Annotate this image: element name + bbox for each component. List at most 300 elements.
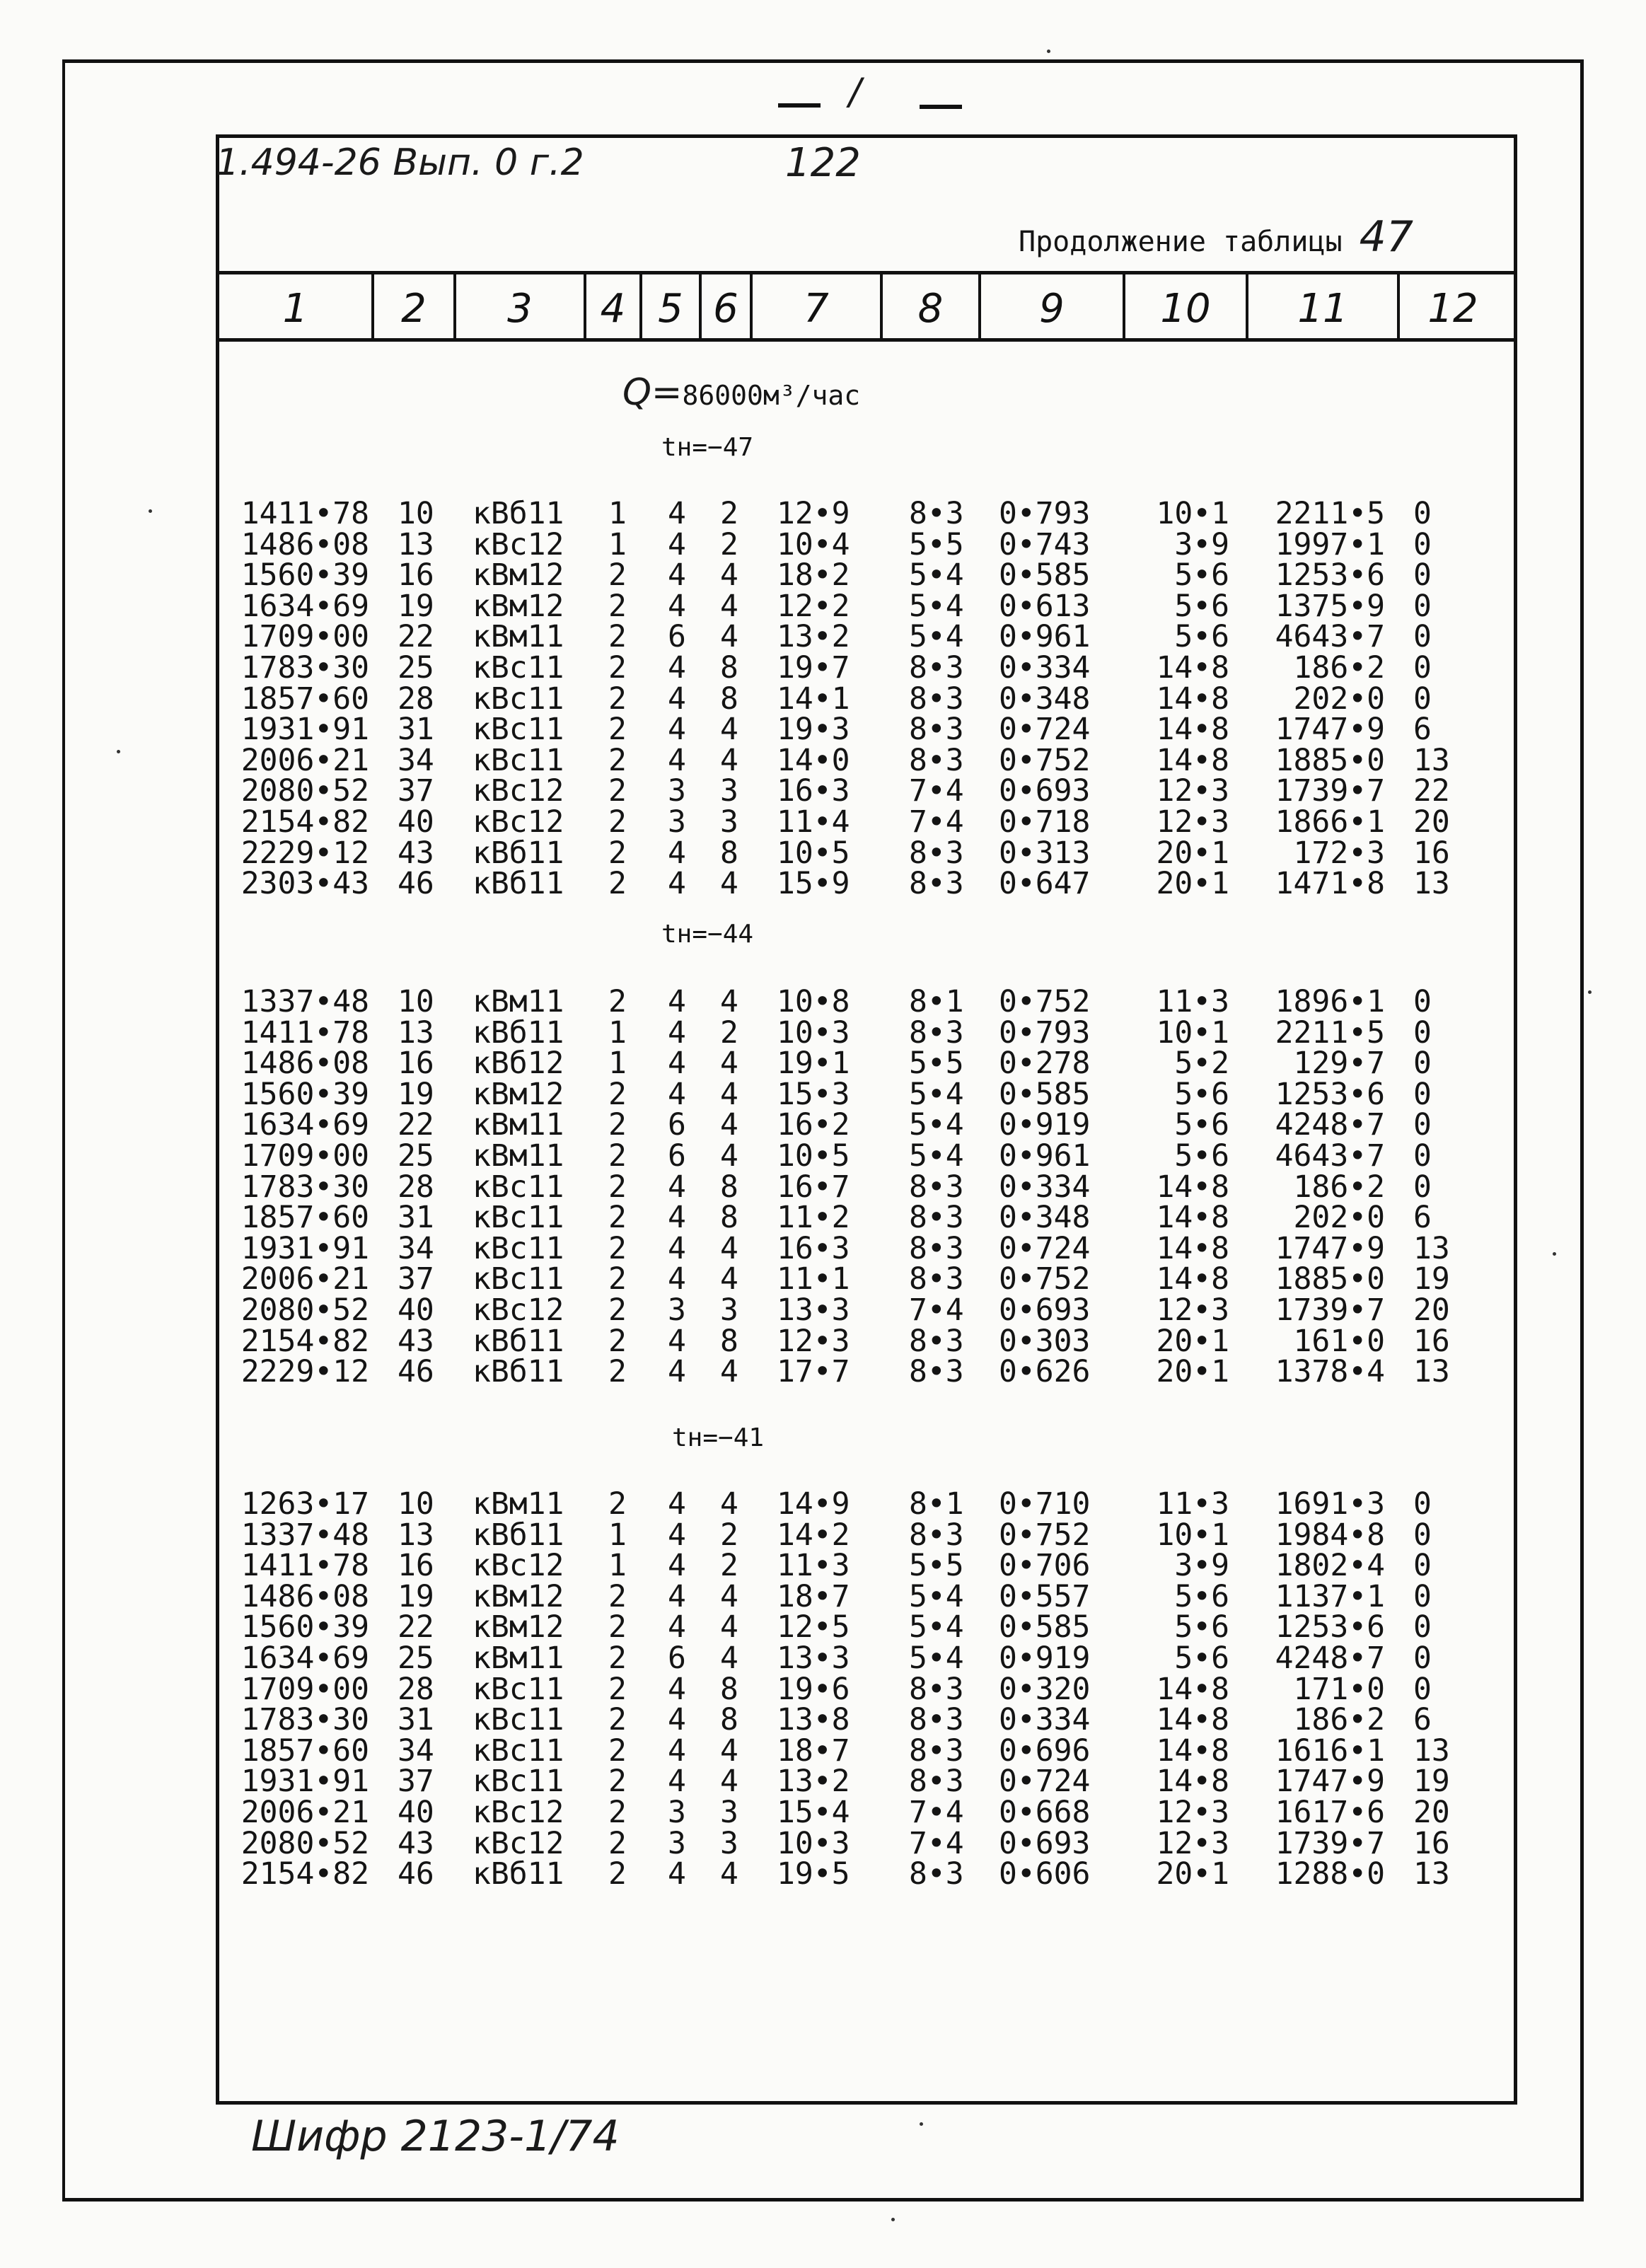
table-cell-col8: 8•3 — [909, 835, 964, 871]
table-cell-col4: 1 — [608, 1014, 627, 1051]
table-cell-col2: 34 — [398, 742, 434, 778]
table-cell-col11: 186•2 — [1293, 1702, 1385, 1738]
table-cell-col12: 6 — [1413, 1702, 1432, 1738]
table-cell-col10: 12•3 — [1156, 773, 1229, 809]
table-cell-col2: 40 — [398, 1292, 434, 1328]
table-cell-col6: 3 — [720, 1825, 738, 1861]
table-cell-col12: 0 — [1413, 1486, 1432, 1522]
table-row — [0, 1548, 1646, 1584]
table-cell-col10: 5•6 — [1174, 1609, 1229, 1645]
table-cell-col1: 1411•78 — [240, 1014, 369, 1051]
table-cell-col11: 1885•0 — [1275, 742, 1385, 778]
column-header-2: 2 — [401, 285, 427, 332]
table-cell-col7: 15•9 — [777, 866, 850, 902]
table-cell-col6: 8 — [720, 1200, 738, 1236]
table-cell-col4: 2 — [608, 866, 627, 902]
table-cell-col1: 1411•78 — [240, 1548, 369, 1584]
table-cell-col8: 5•4 — [909, 1578, 964, 1614]
table-cell-col2: 37 — [398, 1261, 434, 1297]
table-cell-col9: 0•693 — [999, 773, 1091, 809]
table-cell-col12: 0 — [1413, 1641, 1432, 1676]
table-cell-col12: 0 — [1413, 1014, 1432, 1051]
table-cell-col11: 186•2 — [1293, 1169, 1385, 1205]
table-cell-col3: кВб11 — [473, 496, 564, 531]
table-row — [0, 1856, 1646, 1892]
table-cell-col1: 1857•60 — [240, 1200, 369, 1236]
table-cell-col11: 1896•1 — [1275, 984, 1385, 1019]
table-cell-col7: 12•3 — [777, 1323, 850, 1359]
flow-rate-heading — [622, 371, 860, 414]
table-row — [0, 1076, 1646, 1112]
table-row — [0, 1764, 1646, 1800]
table-cell-col1: 1857•60 — [240, 681, 369, 717]
table-cell-col4: 2 — [608, 557, 627, 594]
table-cell-col9: 0•320 — [999, 1671, 1091, 1707]
table-cell-col10: 5•6 — [1174, 1076, 1229, 1112]
table-cell-col4: 2 — [608, 588, 627, 624]
table-cell-col11: 1375•9 — [1275, 588, 1385, 624]
scan-speck — [1553, 1252, 1556, 1256]
table-cell-col11: 1885•0 — [1275, 1261, 1385, 1297]
table-cell-col5: 4 — [668, 835, 686, 871]
table-cell-col1: 1634•69 — [240, 1641, 369, 1676]
table-cell-col7: 14•9 — [777, 1486, 850, 1522]
table-cell-col9: 0•752 — [999, 742, 1091, 778]
table-cell-col12: 0 — [1413, 1671, 1432, 1707]
table-cell-col8: 5•4 — [909, 1107, 964, 1143]
table-cell-col2: 13 — [398, 526, 434, 562]
table-cell-col5: 4 — [668, 650, 686, 685]
table-cell-col3: кВс12 — [473, 1825, 564, 1861]
table-cell-col3: кВм11 — [473, 1138, 564, 1174]
table-cell-col6: 4 — [720, 1486, 738, 1522]
table-cell-col8: 5•4 — [909, 1641, 964, 1676]
table-cell-col11: 1378•4 — [1275, 1354, 1385, 1390]
table-row — [0, 1825, 1646, 1861]
table-cell-col9: 0•693 — [999, 1825, 1091, 1861]
table-cell-col12: 20 — [1413, 1795, 1450, 1830]
table-cell-col1: 2080•52 — [240, 1825, 369, 1861]
table-cell-col8: 5•4 — [909, 588, 964, 624]
table-cell-col1: 1709•00 — [240, 619, 369, 655]
table-cell-col12: 13 — [1413, 1856, 1450, 1892]
table-cell-col12: 0 — [1413, 1107, 1432, 1143]
table-cell-col3: кВс11 — [473, 712, 564, 748]
table-cell-col4: 2 — [608, 619, 627, 655]
table-cell-col3: кВс12 — [473, 1548, 564, 1584]
table-cell-col1: 1931•91 — [240, 712, 369, 748]
table-cell-col6: 4 — [720, 1609, 738, 1645]
table-cell-col10: 14•8 — [1156, 1764, 1229, 1800]
table-cell-col12: 20 — [1413, 804, 1450, 840]
table-cell-col5: 4 — [668, 1702, 686, 1738]
table-row — [0, 835, 1646, 871]
table-cell-col4: 2 — [608, 984, 627, 1019]
table-cell-col5: 4 — [668, 1486, 686, 1522]
table-cell-col12: 19 — [1413, 1261, 1450, 1297]
table-cell-col11: 1802•4 — [1275, 1548, 1385, 1584]
table-cell-col6: 3 — [720, 1795, 738, 1830]
table-row — [0, 773, 1646, 809]
table-cell-col2: 31 — [398, 712, 434, 748]
table-cell-col4: 2 — [608, 1702, 627, 1738]
table-cell-col1: 1783•30 — [240, 1702, 369, 1738]
table-cell-col5: 4 — [668, 1548, 686, 1584]
table-cell-col10: 10•1 — [1156, 1517, 1229, 1553]
table-cell-col5: 4 — [668, 1764, 686, 1800]
table-cell-col5: 4 — [668, 1609, 686, 1645]
table-cell-col4: 1 — [608, 1517, 627, 1553]
table-cell-col9: 0•919 — [999, 1641, 1091, 1676]
table-cell-col7: 13•3 — [777, 1641, 850, 1676]
table-cell-col9: 0•606 — [999, 1856, 1091, 1892]
table-cell-col11: 161•0 — [1293, 1323, 1385, 1359]
table-cell-col5: 4 — [668, 526, 686, 562]
table-cell-col2: 46 — [398, 1354, 434, 1390]
table-cell-col1: 1486•08 — [240, 1046, 369, 1082]
table-cell-col12: 13 — [1413, 1230, 1450, 1266]
table-cell-col1: 1411•78 — [240, 496, 369, 531]
table-cell-col10: 5•6 — [1174, 1578, 1229, 1614]
table-cell-col2: 28 — [398, 1671, 434, 1707]
table-cell-col10: 12•3 — [1156, 1825, 1229, 1861]
table-cell-col7: 14•1 — [777, 681, 850, 717]
table-cell-col4: 2 — [608, 1323, 627, 1359]
table-cell-col7: 16•7 — [777, 1169, 850, 1205]
table-cell-col9: 0•710 — [999, 1486, 1091, 1522]
table-cell-col2: 40 — [398, 1795, 434, 1830]
table-cell-col6: 2 — [720, 1517, 738, 1553]
table-cell-col5: 4 — [668, 1671, 686, 1707]
table-cell-col7: 18•7 — [777, 1732, 850, 1769]
table-cell-col6: 4 — [720, 1354, 738, 1390]
table-cell-col1: 1486•08 — [240, 526, 369, 562]
table-cell-col2: 25 — [398, 650, 434, 685]
table-cell-col5: 4 — [668, 866, 686, 902]
table-cell-col11: 1253•6 — [1275, 1076, 1385, 1112]
table-cell-col1: 2154•82 — [240, 804, 369, 840]
table-cell-col11: 172•3 — [1293, 835, 1385, 871]
table-cell-col1: 1783•30 — [240, 650, 369, 685]
table-cell-col12: 0 — [1413, 650, 1432, 685]
table-cell-col8: 7•4 — [909, 1825, 964, 1861]
table-row — [0, 1732, 1646, 1769]
table-cell-col7: 10•4 — [777, 526, 850, 562]
table-cell-col8: 8•3 — [909, 1200, 964, 1236]
table-row — [0, 1014, 1646, 1051]
table-cell-col12: 0 — [1413, 1138, 1432, 1174]
table-cell-col6: 2 — [720, 526, 738, 562]
table-cell-col9: 0•626 — [999, 1354, 1091, 1390]
table-cell-col8: 8•3 — [909, 1354, 964, 1390]
table-cell-col4: 2 — [608, 1825, 627, 1861]
table-cell-col3: кВб11 — [473, 1323, 564, 1359]
table-cell-col1: 1709•00 — [240, 1138, 369, 1174]
table-cell-col9: 0•961 — [999, 619, 1091, 655]
table-cell-col5: 4 — [668, 1014, 686, 1051]
table-row — [0, 742, 1646, 778]
table-cell-col5: 6 — [668, 1641, 686, 1676]
table-cell-col8: 8•1 — [909, 984, 964, 1019]
section-heading-tn41: tн=−41 — [672, 1423, 765, 1452]
table-cell-col10: 5•6 — [1174, 588, 1229, 624]
table-row — [0, 1609, 1646, 1645]
table-cell-col11: 1616•1 — [1275, 1732, 1385, 1769]
table-cell-col4: 2 — [608, 650, 627, 685]
table-cell-col3: кВм12 — [473, 1609, 564, 1645]
table-cell-col9: 0•557 — [999, 1578, 1091, 1614]
table-cell-col6: 4 — [720, 1578, 738, 1614]
table-cell-col6: 8 — [720, 835, 738, 871]
table-cell-col1: 2229•12 — [240, 1354, 369, 1390]
table-cell-col3: кВб12 — [473, 1046, 564, 1082]
table-cell-col1: 1783•30 — [240, 1169, 369, 1205]
table-cell-col10: 14•8 — [1156, 650, 1229, 685]
table-cell-col5: 4 — [668, 1200, 686, 1236]
table-cell-col7: 13•2 — [777, 1764, 850, 1800]
table-row — [0, 1795, 1646, 1830]
table-cell-col4: 2 — [608, 804, 627, 840]
table-row — [0, 1138, 1646, 1174]
table-cell-col10: 5•6 — [1174, 1138, 1229, 1174]
table-cell-col7: 17•7 — [777, 1354, 850, 1390]
footer-cipher: Шифр 2123-1/74 — [251, 2112, 620, 2161]
table-cell-col12: 6 — [1413, 712, 1432, 748]
table-cell-col3: кВм11 — [473, 1641, 564, 1676]
table-cell-col8: 8•3 — [909, 496, 964, 531]
table-cell-col4: 2 — [608, 1732, 627, 1769]
header-bottom-line — [216, 338, 1517, 342]
table-cell-col11: 1747•9 — [1275, 1764, 1385, 1800]
scan-speck — [1588, 990, 1592, 994]
table-cell-col7: 19•3 — [777, 712, 850, 748]
table-cell-col11: 1866•1 — [1275, 804, 1385, 840]
table-cell-col9: 0•647 — [999, 866, 1091, 902]
table-cell-col2: 46 — [398, 1856, 434, 1892]
continuation-title — [1019, 212, 1413, 262]
table-cell-col9: 0•793 — [999, 1014, 1091, 1051]
table-cell-col11: 1997•1 — [1275, 526, 1385, 562]
table-cell-col9: 0•724 — [999, 712, 1091, 748]
table-cell-col5: 3 — [668, 1795, 686, 1830]
table-cell-col8: 8•3 — [909, 1230, 964, 1266]
table-cell-col6: 4 — [720, 557, 738, 594]
table-cell-col8: 7•4 — [909, 1795, 964, 1830]
table-cell-col12: 0 — [1413, 1578, 1432, 1614]
table-cell-col1: 2154•82 — [240, 1856, 369, 1892]
table-cell-col5: 3 — [668, 1825, 686, 1861]
table-cell-col2: 25 — [398, 1138, 434, 1174]
table-cell-col3: кВс11 — [473, 1764, 564, 1800]
table-cell-col6: 3 — [720, 773, 738, 809]
table-cell-col2: 43 — [398, 1323, 434, 1359]
table-cell-col1: 2006•21 — [240, 1261, 369, 1297]
table-cell-col8: 5•5 — [909, 526, 964, 562]
table-cell-col2: 10 — [398, 1486, 434, 1522]
table-cell-col9: 0•961 — [999, 1138, 1091, 1174]
table-row — [0, 1323, 1646, 1359]
table-cell-col6: 2 — [720, 1014, 738, 1051]
table-cell-col12: 13 — [1413, 1354, 1450, 1390]
table-cell-col4: 2 — [608, 1764, 627, 1800]
table-cell-col5: 3 — [668, 1292, 686, 1328]
table-cell-col8: 7•4 — [909, 804, 964, 840]
table-cell-col7: 19•5 — [777, 1856, 850, 1892]
table-cell-col12: 0 — [1413, 1169, 1432, 1205]
table-cell-col10: 12•3 — [1156, 804, 1229, 840]
table-cell-col10: 12•3 — [1156, 1292, 1229, 1328]
table-cell-col10: 10•1 — [1156, 496, 1229, 531]
table-cell-col5: 4 — [668, 1517, 686, 1553]
table-cell-col1: 1263•17 — [240, 1486, 369, 1522]
table-row — [0, 1643, 1646, 1674]
table-cell-col11: 2211•5 — [1275, 1014, 1385, 1051]
table-cell-col2: 43 — [398, 835, 434, 871]
table-cell-col12: 0 — [1413, 588, 1432, 624]
table-cell-col1: 1337•48 — [240, 984, 369, 1019]
table-cell-col9: 0•718 — [999, 804, 1091, 840]
table-cell-col1: 2006•21 — [240, 742, 369, 778]
table-cell-col11: 4248•7 — [1275, 1641, 1385, 1676]
table-cell-col4: 2 — [608, 1261, 627, 1297]
table-cell-col10: 11•3 — [1156, 1486, 1229, 1522]
table-cell-col4: 2 — [608, 1486, 627, 1522]
table-row — [0, 1107, 1646, 1143]
table-cell-col10: 14•8 — [1156, 1261, 1229, 1297]
table-cell-col9: 0•696 — [999, 1732, 1091, 1769]
table-cell-col3: кВб11 — [473, 866, 564, 902]
table-row — [0, 588, 1646, 624]
table-cell-col6: 4 — [720, 588, 738, 624]
table-row — [0, 1702, 1646, 1738]
table-cell-col5: 4 — [668, 1046, 686, 1082]
table-cell-col2: 31 — [398, 1200, 434, 1236]
table-cell-col1: 1486•08 — [240, 1578, 369, 1614]
table-cell-col10: 5•6 — [1174, 1641, 1229, 1676]
table-cell-col5: 4 — [668, 1076, 686, 1112]
table-row — [0, 619, 1646, 655]
table-cell-col6: 4 — [720, 1107, 738, 1143]
column-header-7: 7 — [804, 285, 829, 332]
table-cell-col2: 10 — [398, 984, 434, 1019]
table-cell-col2: 28 — [398, 1169, 434, 1205]
table-cell-col1: 1337•48 — [240, 1517, 369, 1553]
table-cell-col5: 4 — [668, 1323, 686, 1359]
table-cell-col11: 1471•8 — [1275, 866, 1385, 902]
header-top-line — [216, 271, 1517, 274]
table-cell-col11: 202•0 — [1293, 1200, 1385, 1236]
table-cell-col7: 19•7 — [777, 650, 850, 685]
table-row — [0, 1671, 1646, 1707]
table-cell-col4: 1 — [608, 496, 627, 531]
table-cell-col7: 19•1 — [777, 1046, 850, 1082]
table-cell-col11: 1747•9 — [1275, 712, 1385, 748]
page-marker-dash-left — [778, 103, 821, 108]
table-cell-col8: 8•3 — [909, 1702, 964, 1738]
table-cell-col7: 10•5 — [777, 1138, 850, 1174]
table-cell-col9: 0•706 — [999, 1548, 1091, 1584]
table-number: 47 — [1359, 212, 1414, 262]
table-cell-col7: 15•4 — [777, 1795, 850, 1830]
table-cell-col3: кВс11 — [473, 650, 564, 685]
section-heading-tn44: tн=−44 — [661, 920, 754, 949]
table-cell-col2: 19 — [398, 1076, 434, 1112]
table-row — [0, 1517, 1646, 1553]
table-cell-col9: 0•334 — [999, 1169, 1091, 1205]
table-cell-col2: 16 — [398, 1548, 434, 1584]
table-cell-col8: 7•4 — [909, 773, 964, 809]
table-cell-col6: 4 — [720, 712, 738, 748]
table-cell-col3: кВс11 — [473, 1702, 564, 1738]
table-cell-col2: 28 — [398, 681, 434, 717]
table-row — [0, 712, 1646, 748]
table-cell-col12: 0 — [1413, 1609, 1432, 1645]
continuation-text: Продолжение таблицы — [1019, 226, 1343, 258]
table-cell-col4: 2 — [608, 1641, 627, 1676]
table-cell-col2: 16 — [398, 557, 434, 594]
table-cell-col7: 10•5 — [777, 835, 850, 871]
column-header-11: 11 — [1297, 285, 1348, 332]
sheet-number: 122 — [785, 140, 861, 186]
table-cell-col6: 8 — [720, 1671, 738, 1707]
table-cell-col3: кВс11 — [473, 742, 564, 778]
table-cell-col1: 1560•39 — [240, 1609, 369, 1645]
table-cell-col11: 1137•1 — [1275, 1578, 1385, 1614]
table-cell-col5: 4 — [668, 742, 686, 778]
table-cell-col3: кВс12 — [473, 526, 564, 562]
table-cell-col8: 5•4 — [909, 1609, 964, 1645]
table-cell-col12: 0 — [1413, 681, 1432, 717]
table-cell-col7: 16•2 — [777, 1107, 850, 1143]
table-cell-col7: 13•8 — [777, 1702, 850, 1738]
column-header-12: 12 — [1427, 285, 1478, 332]
table-cell-col5: 4 — [668, 1261, 686, 1297]
table-cell-col10: 14•8 — [1156, 1732, 1229, 1769]
table-cell-col12: 0 — [1413, 1046, 1432, 1082]
table-row — [0, 984, 1646, 1019]
scan-speck — [149, 509, 152, 513]
table-cell-col4: 2 — [608, 712, 627, 748]
table-cell-col9: 0•585 — [999, 557, 1091, 594]
table-cell-col3: кВс11 — [473, 1732, 564, 1769]
table-cell-col12: 13 — [1413, 742, 1450, 778]
table-cell-col10: 5•6 — [1174, 557, 1229, 594]
table-cell-col11: 1739•7 — [1275, 1292, 1385, 1328]
table-cell-col4: 2 — [608, 1671, 627, 1707]
table-cell-col1: 2080•52 — [240, 1292, 369, 1328]
table-cell-col5: 3 — [668, 804, 686, 840]
table-cell-col2: 22 — [398, 619, 434, 655]
table-cell-col5: 4 — [668, 1354, 686, 1390]
table-cell-col6: 4 — [720, 1261, 738, 1297]
table-cell-col1: 1634•69 — [240, 1107, 369, 1143]
table-cell-col6: 4 — [720, 1641, 738, 1676]
table-cell-col9: 0•724 — [999, 1230, 1091, 1266]
table-cell-col7: 16•3 — [777, 1230, 850, 1266]
table-cell-col4: 2 — [608, 1856, 627, 1892]
table-cell-col1: 2229•12 — [240, 835, 369, 871]
table-cell-col9: 0•613 — [999, 588, 1091, 624]
table-cell-col8: 8•3 — [909, 1764, 964, 1800]
table-cell-col1: 1634•69 — [240, 588, 369, 624]
table-cell-col12: 0 — [1413, 526, 1432, 562]
table-cell-col10: 5•6 — [1174, 619, 1229, 655]
table-cell-col3: кВб11 — [473, 1517, 564, 1553]
column-header-4: 4 — [600, 285, 626, 332]
table-cell-col9: 0•585 — [999, 1076, 1091, 1112]
table-cell-col6: 8 — [720, 681, 738, 717]
table-cell-col7: 14•2 — [777, 1517, 850, 1553]
